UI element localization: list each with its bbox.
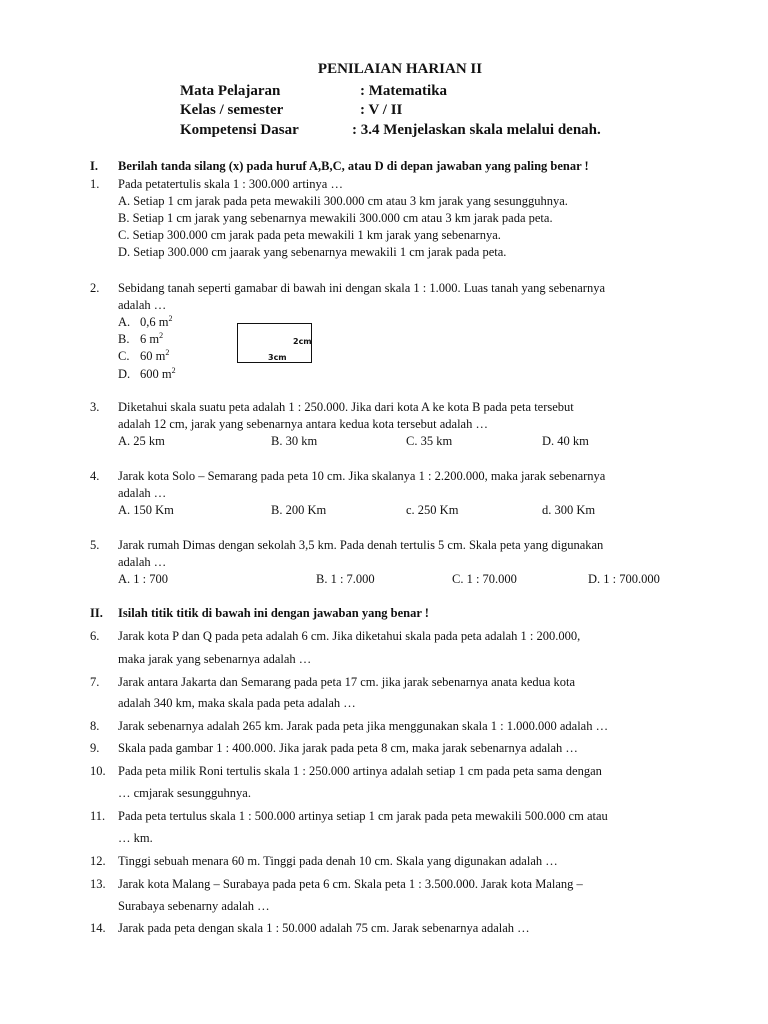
section-1-number: I.: [90, 159, 98, 173]
question-number: 12.: [90, 854, 106, 868]
question-text: Sebidang tanah seperti gamabar di bawah ini dengan skala 1 : 1.000. Luas tanah yang sebenarnya: [118, 281, 605, 295]
q5-option-d: D. 1 : 700.000: [588, 572, 660, 586]
q2-option-b: [118, 330, 164, 347]
question-text: Tinggi sebuah menara 60 m. Tinggi pada denah 10 cm. Skala yang digunakan adalah …: [118, 854, 558, 868]
q4-option-b: B. 200 Km: [271, 503, 327, 517]
question-text: Pada petatertulis skala 1 : 300.000 artinya …: [118, 177, 343, 191]
question-text: Jarak kota Malang – Surabaya pada peta 6 cm. Skala peta 1 : 3.500.000. Jarak kota Malang –: [118, 877, 583, 891]
option-letter: B.: [118, 332, 130, 346]
question-number: 7.: [90, 675, 100, 689]
question-text: Jarak pada peta dengan skala 1 : 50.000 adalah 75 cm. Jarak sebenarnya adalah …: [118, 921, 530, 935]
q3-option-b: B. 30 km: [271, 434, 318, 448]
q2-option-a: [118, 313, 173, 330]
q1-option-b: B. Setiap 1 cm jarak yang sebenarnya mewakili 300.000 cm atau 3 km jarak pada peta.: [118, 211, 553, 225]
option-value: 0,6 m: [140, 315, 169, 329]
meta-competency-value: : 3.4 Menjelaskan skala melalui denah.: [352, 122, 601, 138]
question-number: 3.: [90, 400, 100, 414]
option-value: 6 m: [140, 332, 160, 346]
question-text: Pada peta tertulus skala 1 : 500.000 artinya setiap 1 cm jarak pada peta mewakili 500.000 cm atau: [118, 809, 608, 823]
q1-option-a: A. Setiap 1 cm jarak pada peta mewakili 300.000 cm atau 3 km jarak yang sesungguhnya.: [118, 194, 568, 208]
question-number: 2.: [90, 281, 100, 295]
option-value: 600 m: [140, 367, 172, 381]
question-text: Surabaya sebenarny adalah …: [118, 899, 270, 913]
q4-option-c: c. 250 Km: [406, 503, 459, 517]
figure-bottom-label: 3cm: [268, 353, 287, 362]
q3-option-c: C. 35 km: [406, 434, 453, 448]
question-number: 14.: [90, 921, 106, 935]
section-2-number: II.: [90, 606, 103, 620]
question-text: Jarak kota P dan Q pada peta adalah 6 cm. Jika diketahui skala pada peta adalah 1 : 200.000,: [118, 629, 581, 643]
figure-side-label: 2cm: [293, 337, 312, 346]
q5-option-b: B. 1 : 7.000: [316, 572, 375, 586]
question-text: adalah 340 km, maka skala pada peta adalah …: [118, 696, 356, 710]
question-number: 5.: [90, 538, 100, 552]
question-text: Jarak kota Solo – Semarang pada peta 10 cm. Jika skalanya 1 : 2.200.000, maka jarak sebenarnya: [118, 469, 606, 483]
question-number: 8.: [90, 719, 100, 733]
question-number: 4.: [90, 469, 100, 483]
q1-option-d: D. Setiap 300.000 cm jaarak yang sebenarnya mewakili 1 cm jarak pada peta.: [118, 245, 507, 259]
question-text: Jarak sebenarnya adalah 265 km. Jarak pada peta jika menggunakan skala 1 : 1.000.000 adalah …: [118, 719, 609, 733]
q1-option-c: C. Setiap 300.000 cm jarak pada peta mewakili 1 km jarak yang sebenarnya.: [118, 228, 501, 242]
q2-option-c: [118, 347, 170, 364]
option-letter: A.: [118, 315, 131, 329]
question-text: Pada peta milik Roni tertulis skala 1 : 250.000 artinya adalah setiap 1 cm pada peta sama dengan: [118, 764, 602, 778]
question-number: 1.: [90, 177, 100, 191]
section-1-instruction: Berilah tanda silang (x) pada huruf A,B,C, atau D di depan jawaban yang paling benar !: [118, 159, 589, 173]
q3-option-a: A. 25 km: [118, 434, 165, 448]
question-number: 13.: [90, 877, 106, 891]
question-text: adalah …: [118, 298, 167, 312]
question-text: adalah …: [118, 486, 167, 500]
option-exponent: 2: [159, 330, 164, 340]
option-exponent: 2: [168, 313, 173, 323]
q3-option-d: D. 40 km: [542, 434, 589, 448]
option-letter: D.: [118, 367, 131, 381]
option-letter: C.: [118, 349, 130, 363]
question-text: Skala pada gambar 1 : 400.000. Jika jarak pada peta 8 cm, maka jarak sebenarnya adalah …: [118, 741, 578, 755]
q5-option-c: C. 1 : 70.000: [452, 572, 517, 586]
option-exponent: 2: [171, 365, 176, 375]
question-number: 11.: [90, 809, 106, 823]
question-number: 10.: [90, 764, 106, 778]
page-title: PENILAIAN HARIAN II: [317, 61, 483, 77]
option-exponent: 2: [165, 347, 170, 357]
q5-option-a: A. 1 : 700: [118, 572, 168, 586]
question-number: 6.: [90, 629, 100, 643]
meta-subject-label: Mata Pelajaran: [180, 83, 281, 99]
q2-option-d: [118, 365, 176, 382]
option-value: 60 m: [140, 349, 166, 363]
meta-class-label: Kelas / semester: [180, 102, 284, 118]
q4-option-a: A. 150 Km: [118, 503, 174, 517]
question-text: … km.: [118, 831, 153, 845]
meta-competency-label: Kompetensi Dasar: [180, 122, 299, 138]
question-text: maka jarak yang sebenarnya adalah …: [118, 652, 312, 666]
section-2-instruction: Isilah titik titik di bawah ini dengan jawaban yang benar !: [118, 606, 429, 620]
q4-option-d: d. 300 Km: [542, 503, 596, 517]
question-number: 9.: [90, 741, 100, 755]
question-text: adalah …: [118, 555, 167, 569]
question-text: adalah 12 cm, jarak yang sebenarnya antara kedua kota tersebut adalah …: [118, 417, 488, 431]
question-text: … cmjarak sesungguhnya.: [118, 786, 251, 800]
question-text: Jarak antara Jakarta dan Semarang pada peta 17 cm. jika jarak sebenarnya anata kedua kota: [118, 675, 576, 689]
meta-class-value: : V / II: [360, 102, 403, 118]
question-text: Diketahui skala suatu peta adalah 1 : 250.000. Jika dari kota A ke kota B pada peta tersebut: [118, 400, 574, 414]
question-text: Jarak rumah Dimas dengan sekolah 3,5 km. Pada denah tertulis 5 cm. Skala peta yang digunakan: [118, 538, 604, 552]
meta-subject-value: : Matematika: [360, 83, 448, 99]
